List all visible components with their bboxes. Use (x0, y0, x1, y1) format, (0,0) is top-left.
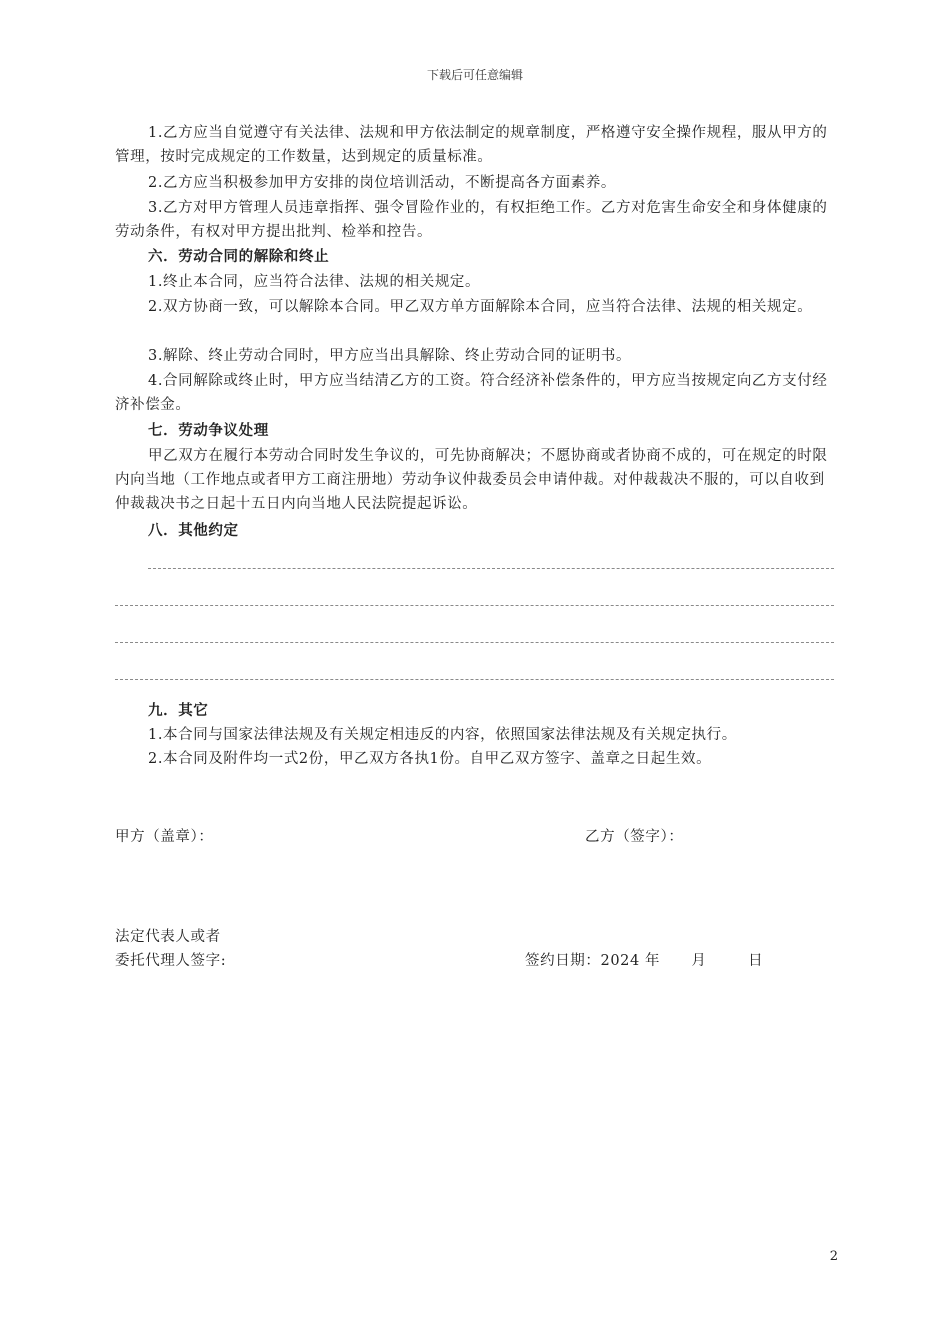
blank-line-2 (115, 605, 834, 606)
section-9-heading: 九．其它 (148, 702, 209, 719)
page-number: 2 (829, 1249, 838, 1264)
clause-6-item-3: 3.解除、终止劳动合同时，甲方应当出具解除、终止劳动合同的证明书。 (148, 348, 632, 364)
clause-9-item-2: 2.本合同及附件均一式2份，甲乙双方各执1份。自甲乙双方签字、盖章之日起生效。 (148, 751, 712, 767)
party-a-seal-label: 甲方（盖章）： (115, 829, 214, 845)
clause-5-item-1: 1.乙方应当自觉遵守有关法律、法规和甲方依法制定的规章制度，严格遵守安全操作规程，服从甲方的管理，按时完成规定的工作数量，达到规定的质量标准。 (115, 125, 828, 165)
section-8-heading: 八．其他约定 (148, 522, 239, 539)
clause-9-item-1: 1.本合同与国家法律法规及有关规定相违反的内容，依照国家法律法规及有关规定执行。 (148, 727, 737, 743)
blank-line-1 (148, 568, 834, 569)
section-7-heading: 七．劳动争议处理 (148, 422, 269, 439)
page-header: 下载后可任意编辑 (426, 68, 523, 82)
blank-line-3 (115, 642, 834, 643)
blank-line-4 (115, 679, 834, 680)
legal-rep-label-line2: 委托代理人签字: (115, 953, 227, 969)
clause-5-item-2: 2.乙方应当积极参加甲方安排的岗位培训活动，不断提高各方面素养。 (148, 175, 617, 191)
party-b-signature-label: 乙方（签字）： (585, 829, 684, 845)
clause-6-item-4: 4.合同解除或终止时，甲方应当结清乙方的工资。符合经济补偿条件的，甲方应当按规定向乙方支付经济补偿金。 (115, 373, 828, 413)
clause-6-item-1: 1.终止本合同，应当符合法律、法规的相关规定。 (148, 274, 481, 290)
sign-date-label: 签约日期：2024 年 月 日 (525, 953, 764, 969)
clause-6-item-2: 2.双方协商一致，可以解除本合同。甲乙双方单方面解除本合同，应当符合法律、法规的相关规定。 (148, 299, 813, 315)
clause-5-item-3: 3.乙方对甲方管理人员违章指挥、强令冒险作业的，有权拒绝工作。乙方对危害生命安全和身体健康的劳动条件，有权对甲方提出批判、检举和控告。 (115, 200, 828, 240)
legal-rep-label-line1: 法定代表人或者 (115, 929, 221, 945)
section-6-heading: 六．劳动合同的解除和终止 (148, 248, 330, 265)
clause-7-text: 甲乙双方在履行本劳动合同时发生争议的，可先协商解决；不愿协商或者协商不成的，可在规定的时限内向当地（工作地点或者甲方工商注册地）劳动争议仲裁委员会申请仲裁。对仲裁裁决不服的，可以自收到仲裁裁决书之日起十五日内向当地人民法院提起诉讼。 (115, 448, 828, 512)
